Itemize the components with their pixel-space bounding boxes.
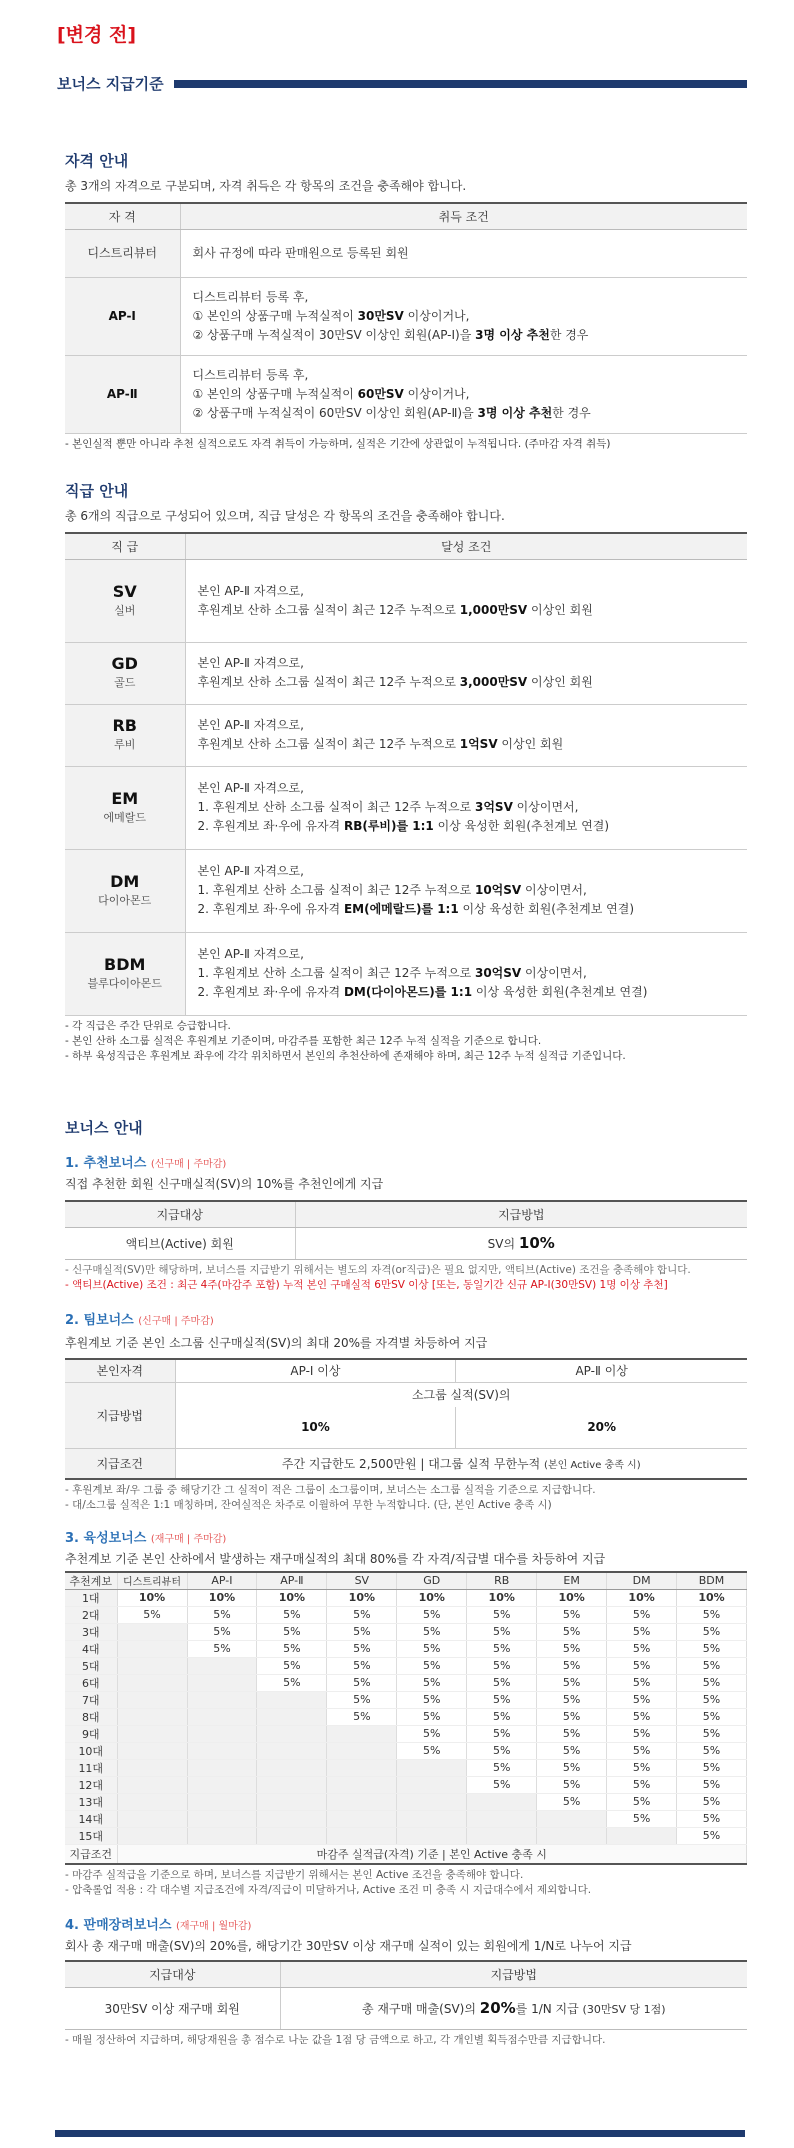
rate-cell: 5% [537, 1640, 607, 1657]
rate-cell: 5% [537, 1606, 607, 1623]
col-header: 직 급 [65, 533, 185, 559]
sales-bonus-title: 4. 판매장려보너스 (재구매 | 월마감) [65, 1918, 252, 1933]
rate-cell: 5% [187, 1606, 257, 1623]
rate-cell [117, 1674, 187, 1691]
rate-cell: 5% [537, 1793, 607, 1810]
rate-cell: 5% [677, 1623, 747, 1640]
rate-cell [187, 1725, 257, 1742]
generation-label: 1대 [65, 1589, 117, 1606]
rate-cell [187, 1759, 257, 1776]
rate-cell [537, 1827, 607, 1844]
rate-cell [117, 1708, 187, 1725]
rate-cell [117, 1776, 187, 1793]
rate-cell: 10% [677, 1589, 747, 1606]
rate-cell: 5% [537, 1657, 607, 1674]
sales-note: - 매월 정산하여 지급하며, 해당재원을 총 점수로 나눈 값을 1점 당 금액으로 하고, 각 개인별 획득점수만큼 지급합니다. [65, 2033, 606, 2046]
rate-cell: 5% [607, 1810, 677, 1827]
main-title [57, 73, 747, 94]
sales-method: 총 재구매 매출(SV)의 20%를 1/N 지급 (30만SV 당 1점) [280, 1987, 747, 2029]
sales-bonus-intro: 회사 총 재구매 매출(SV)의 20%를, 해당기간 30만SV 이상 재구매 실적이 있는 회원에게 1/N로 나누어 지급 [65, 1939, 632, 1953]
rate-cell [327, 1793, 397, 1810]
rate-cell [187, 1827, 257, 1844]
rank-label: RB 루비 [65, 704, 185, 766]
rate-cell: 5% [607, 1776, 677, 1793]
recommend-bonus-title: 1. 추천보너스 (신구매 | 주마감) [65, 1156, 227, 1171]
rate-cell: 5% [677, 1640, 747, 1657]
table-row [65, 1691, 747, 1708]
rank-note: - 각 직급은 주간 단위로 승급합니다. [65, 1019, 231, 1032]
rate-cell: 5% [467, 1759, 537, 1776]
generation-label: 3대 [65, 1623, 117, 1640]
rate-cell: 10% [537, 1589, 607, 1606]
rate-cell: 5% [397, 1640, 467, 1657]
rate-cell [117, 1691, 187, 1708]
rank-col-header: 디스트리뷰터 [117, 1572, 187, 1590]
rate-cell: 5% [537, 1708, 607, 1725]
rate-cell: 5% [537, 1759, 607, 1776]
rate-cell [397, 1810, 467, 1827]
rank-label: DM 다이아몬드 [65, 849, 185, 932]
rate-cell: 5% [677, 1657, 747, 1674]
rate-cell [117, 1759, 187, 1776]
team-ap2-rate: 20% [456, 1407, 747, 1449]
rate-cell [257, 1776, 327, 1793]
rate-cell: 5% [677, 1691, 747, 1708]
rate-cell [327, 1725, 397, 1742]
team-ap1-rate: 10% [175, 1407, 456, 1449]
col-header: 지급대상 [65, 1201, 295, 1227]
rate-cell [397, 1776, 467, 1793]
generation-label: 4대 [65, 1640, 117, 1657]
col-header: 지급방법 [280, 1961, 747, 1987]
rate-cell: 5% [677, 1708, 747, 1725]
row-label: 지급조건 [65, 1449, 175, 1479]
rate-cell: 10% [607, 1589, 677, 1606]
rate-cell [327, 1776, 397, 1793]
rate-cell [187, 1691, 257, 1708]
recommend-method: SV의 10% [295, 1227, 747, 1259]
rate-cell: 5% [467, 1657, 537, 1674]
rate-cell [327, 1759, 397, 1776]
rate-cell: 5% [187, 1623, 257, 1640]
table-row [65, 1589, 747, 1606]
rate-cell: 5% [467, 1776, 537, 1793]
rank-col-header: EM [537, 1572, 607, 1590]
generation-label: 11대 [65, 1759, 117, 1776]
generation-label: 2대 [65, 1606, 117, 1623]
table-row [65, 1606, 747, 1623]
rate-cell: 5% [607, 1742, 677, 1759]
col-header: 지급방법 [295, 1201, 747, 1227]
rate-cell [257, 1793, 327, 1810]
col-header: 달성 조건 [185, 533, 747, 559]
rate-cell: 5% [327, 1623, 397, 1640]
rate-cell: 10% [467, 1589, 537, 1606]
rate-cell [397, 1759, 467, 1776]
rate-cell: 5% [607, 1759, 677, 1776]
qualification-title: 자격 안내 [65, 152, 129, 170]
nurture-condition: 마감주 실적급(자격) 기준 | 본인 Active 충족 시 [117, 1844, 747, 1864]
table-row [65, 1827, 747, 1844]
rate-cell: 5% [467, 1725, 537, 1742]
team-bonus-intro: 후원계보 기준 본인 소그룹 신구매실적(SV)의 최대 20%를 자격별 차등하여 지급 [65, 1335, 488, 1350]
row-label: 지급방법 [65, 1383, 175, 1449]
rate-cell [467, 1810, 537, 1827]
nurture-bonus-table [65, 1571, 747, 1866]
rate-cell: 5% [397, 1606, 467, 1623]
rate-cell: 5% [677, 1674, 747, 1691]
team-bonus-title: 2. 팀보너스 (신구매 | 주마감) [65, 1312, 214, 1328]
table-row [65, 1623, 747, 1640]
rate-cell: 5% [677, 1793, 747, 1810]
rate-cell [117, 1742, 187, 1759]
rate-cell [257, 1827, 327, 1844]
qual-desc: 디스트리뷰터 등록 후, ① 본인의 상품구매 누적실적이 30만SV 이상이거나, ② 상품구매 누적실적이 30만SV 이상인 회원(AP-Ⅰ)을 3명 이상 추천한 경우 [180, 277, 747, 355]
rate-cell [397, 1827, 467, 1844]
rank-col-header: AP-Ⅰ [187, 1572, 257, 1590]
rate-cell: 5% [397, 1725, 467, 1742]
rate-cell [327, 1810, 397, 1827]
rank-col-header: BDM [677, 1572, 747, 1590]
rank-desc: 본인 AP-Ⅱ 자격으로, 1. 후원계보 산하 소그룹 실적이 최근 12주 누적으로 3억SV 이상이면서, 2. 후원계보 좌·우에 유자격 RB(루비)를 1:1 이상 육성한 회원(추천계보 연결) [185, 766, 747, 849]
nurture-note: - 마감주 실적급을 기준으로 하며, 보너스를 지급받기 위해서는 본인 Active 조건을 충족해야 합니다. [65, 1869, 524, 1881]
rate-cell [397, 1793, 467, 1810]
rate-cell [467, 1827, 537, 1844]
rank-label: SV 실버 [65, 559, 185, 642]
rate-cell: 10% [257, 1589, 327, 1606]
rate-cell: 5% [467, 1674, 537, 1691]
rate-cell: 5% [677, 1742, 747, 1759]
rate-cell: 5% [677, 1810, 747, 1827]
rate-cell [187, 1674, 257, 1691]
active-condition-note: - 액티브(Active) 조건 : 최근 4주(마감주 포함) 누적 본인 구매실적 6만SV 이상 [또는, 동일기간 신규 AP-Ⅰ(30만SV) 1명 이상 추천] [65, 1278, 668, 1291]
rate-cell: 5% [677, 1606, 747, 1623]
team-condition: 주간 지급한도 2,500만원 | 대그룹 실적 무한누적 (본인 Active 충족 시) [175, 1449, 747, 1479]
generation-label: 14대 [65, 1810, 117, 1827]
rank-table [65, 532, 747, 1016]
rate-cell [187, 1657, 257, 1674]
rate-cell: 5% [677, 1725, 747, 1742]
rate-cell [257, 1708, 327, 1725]
bonus-title: 보너스 안내 [65, 1119, 143, 1137]
rate-cell: 5% [327, 1640, 397, 1657]
recommend-target: 액티브(Active) 회원 [65, 1227, 295, 1259]
rank-col-header: DM [607, 1572, 677, 1590]
rate-cell [187, 1793, 257, 1810]
col-header: 지급대상 [65, 1961, 280, 1987]
generation-label: 5대 [65, 1657, 117, 1674]
table-row [65, 1793, 747, 1810]
rank-title: 직급 안내 [65, 482, 129, 500]
table-row [65, 1759, 747, 1776]
rate-cell: 5% [257, 1606, 327, 1623]
rate-cell [117, 1623, 187, 1640]
rate-cell [257, 1691, 327, 1708]
sales-target: 30만SV 이상 재구매 회원 [65, 1987, 280, 2029]
rank-intro: 총 6개의 직급으로 구성되어 있으며, 직급 달성은 각 항목의 조건을 충족해야 합니다. [65, 509, 505, 523]
rate-cell [117, 1827, 187, 1844]
rate-cell: 5% [607, 1640, 677, 1657]
rate-cell [257, 1725, 327, 1742]
rate-cell: 5% [397, 1674, 467, 1691]
rate-cell: 5% [607, 1793, 677, 1810]
rate-cell: 5% [467, 1742, 537, 1759]
rate-cell: 5% [257, 1657, 327, 1674]
rate-cell: 10% [327, 1589, 397, 1606]
generation-label: 13대 [65, 1793, 117, 1810]
rate-cell: 5% [607, 1606, 677, 1623]
nurture-bonus-title: 3. 육성보너스 (재구매 | 주마감) [65, 1530, 227, 1546]
table-row [65, 1674, 747, 1691]
rank-col-header: AP-Ⅱ [257, 1572, 327, 1590]
rank-desc: 본인 AP-Ⅱ 자격으로, 후원계보 산하 소그룹 실적이 최근 12주 누적으로 1억SV 이상인 회원 [185, 704, 747, 766]
rate-cell: 5% [327, 1657, 397, 1674]
rate-cell [607, 1827, 677, 1844]
rate-cell: 5% [607, 1674, 677, 1691]
rate-cell: 5% [397, 1708, 467, 1725]
generation-label: 9대 [65, 1725, 117, 1742]
rate-cell [117, 1657, 187, 1674]
rate-cell [257, 1742, 327, 1759]
qualification-section [65, 150, 747, 452]
rate-cell [117, 1810, 187, 1827]
corner-header: 추천계보 [65, 1572, 117, 1590]
rank-col-header: SV [327, 1572, 397, 1590]
table-row [65, 1742, 747, 1759]
nurture-bonus-intro: 추천계보 기준 본인 산하에서 발생하는 재구매실적의 최대 80%를 각 자격/직급별 대수를 차등하여 지급 [65, 1551, 606, 1566]
rate-cell: 5% [607, 1623, 677, 1640]
rank-section [65, 480, 747, 1064]
rank-label: EM 에메랄드 [65, 766, 185, 849]
col-header: 자 격 [65, 203, 180, 229]
rate-cell: 5% [327, 1606, 397, 1623]
rate-cell: 5% [327, 1708, 397, 1725]
before-change-label: [변경 전] [57, 24, 137, 46]
team-note: - 후원계보 좌/우 그룹 중 해당기간 그 실적이 적은 그룹이 소그룹이며, 보너스는 소그룹 실적을 기준으로 지급합니다. [65, 1483, 596, 1496]
bonus-section [65, 1117, 747, 2048]
qualification-table [65, 202, 747, 434]
rank-label: BDM 블루다이아몬드 [65, 932, 185, 1015]
rate-cell: 5% [537, 1674, 607, 1691]
rate-cell: 5% [607, 1708, 677, 1725]
rate-cell [257, 1810, 327, 1827]
qual-name: AP-Ⅰ [65, 277, 180, 355]
sales-bonus-table [65, 1960, 747, 2030]
rate-cell: 5% [537, 1776, 607, 1793]
generation-label: 10대 [65, 1742, 117, 1759]
rate-cell: 5% [537, 1691, 607, 1708]
rate-cell: 10% [397, 1589, 467, 1606]
rate-cell: 5% [117, 1606, 187, 1623]
rate-cell: 5% [397, 1623, 467, 1640]
generation-label: 8대 [65, 1708, 117, 1725]
bottom-divider [55, 2130, 745, 2137]
rate-cell [117, 1640, 187, 1657]
rank-note: - 하부 육성직급은 후원계보 좌우에 각각 위치하면서 본인의 추천산하에 존재해야 하며, 최근 12주 누적 실적급 기준입니다. [65, 1049, 626, 1062]
rate-cell: 5% [677, 1776, 747, 1793]
rate-cell [187, 1810, 257, 1827]
rank-col-header: GD [397, 1572, 467, 1590]
title-divider [174, 80, 747, 88]
rate-cell: 5% [397, 1657, 467, 1674]
rate-cell [187, 1742, 257, 1759]
table-row [65, 1725, 747, 1742]
rate-cell: 5% [677, 1759, 747, 1776]
rate-cell [187, 1708, 257, 1725]
table-row [65, 1810, 747, 1827]
col-header: 취득 조건 [180, 203, 747, 229]
rank-desc: 본인 AP-Ⅱ 자격으로, 1. 후원계보 산하 소그룹 실적이 최근 12주 누적으로 30억SV 이상이면서, 2. 후원계보 좌·우에 유자격 DM(다이아몬드)를 1:1 이상 육성한 회원(추천계보 연결) [185, 932, 747, 1015]
rank-note: - 본인 산하 소그룹 실적은 후원계보 기준이며, 마감주를 포함한 최근 12주 누적 실적을 기준으로 합니다. [65, 1034, 542, 1047]
rate-cell [327, 1742, 397, 1759]
rate-cell: 5% [677, 1827, 747, 1844]
page-title: 보너스 지급기준 [57, 75, 164, 93]
rate-cell [327, 1827, 397, 1844]
rate-cell: 5% [397, 1742, 467, 1759]
qualification-note: - 본인실적 뿐만 아니라 추천 실적으로도 자격 취득이 가능하며, 실적은 기간에 상관없이 누적됩니다. (주마감 자격 취득) [65, 437, 611, 450]
qual-name: 디스트리뷰터 [65, 229, 180, 277]
team-note: - 대/소그룹 실적은 1:1 매칭하며, 잔여실적은 차주로 이월하여 무한 누적합니다. (단, 본인 Active 충족 시) [65, 1498, 552, 1511]
ap2-header: AP-Ⅱ 이상 [456, 1359, 747, 1383]
rate-cell: 5% [607, 1657, 677, 1674]
rate-cell: 5% [257, 1640, 327, 1657]
qual-name: AP-Ⅱ [65, 355, 180, 433]
rate-cell: 5% [397, 1691, 467, 1708]
rank-desc: 본인 AP-Ⅱ 자격으로, 후원계보 산하 소그룹 실적이 최근 12주 누적으로 1,000만SV 이상인 회원 [185, 559, 747, 642]
generation-label: 6대 [65, 1674, 117, 1691]
generation-label: 15대 [65, 1827, 117, 1844]
team-bonus-table [65, 1358, 747, 1480]
rate-cell: 5% [187, 1640, 257, 1657]
rate-cell [257, 1759, 327, 1776]
rate-cell: 5% [257, 1623, 327, 1640]
rate-cell: 5% [467, 1640, 537, 1657]
rate-cell: 10% [187, 1589, 257, 1606]
recommend-note: - 신구매실적(SV)만 해당하며, 보너스를 지급받기 위해서는 별도의 자격(or직급)은 필요 없지만, 액티브(Active) 조건을 충족해야 합니다. [65, 1263, 691, 1276]
rate-cell [187, 1776, 257, 1793]
row-label: 지급조건 [65, 1844, 117, 1864]
rate-cell [537, 1810, 607, 1827]
table-row [65, 1640, 747, 1657]
team-basis: 소그룹 실적(SV)의 [175, 1383, 747, 1407]
rate-cell: 5% [537, 1742, 607, 1759]
rate-cell [117, 1793, 187, 1810]
table-row [65, 1776, 747, 1793]
generation-label: 7대 [65, 1691, 117, 1708]
qual-desc: 디스트리뷰터 등록 후, ① 본인의 상품구매 누적실적이 60만SV 이상이거나, ② 상품구매 누적실적이 60만SV 이상인 회원(AP-Ⅱ)을 3명 이상 추천한 경우 [180, 355, 747, 433]
rate-cell: 5% [467, 1606, 537, 1623]
rate-cell: 5% [607, 1725, 677, 1742]
rank-col-header: RB [467, 1572, 537, 1590]
row-label: 본인자격 [65, 1359, 175, 1383]
rate-cell: 5% [537, 1623, 607, 1640]
rate-cell [467, 1793, 537, 1810]
qual-desc: 회사 규정에 따라 판매원으로 등록된 회원 [180, 229, 747, 277]
rate-cell: 5% [327, 1674, 397, 1691]
nurture-note: - 압축롤업 적용 : 각 대수별 지급조건에 자격/직급이 미달하거나, Active 조건 미 충족 시 지급대수에서 제외합니다. [65, 1884, 592, 1896]
recommend-bonus-intro: 직접 추천한 회원 신구매실적(SV)의 10%를 추천인에게 지급 [65, 1177, 384, 1191]
rate-cell: 5% [467, 1623, 537, 1640]
rate-cell: 5% [607, 1691, 677, 1708]
rate-cell: 5% [467, 1691, 537, 1708]
rate-cell: 5% [257, 1674, 327, 1691]
rate-cell: 5% [537, 1725, 607, 1742]
table-row [65, 1708, 747, 1725]
table-row [65, 1657, 747, 1674]
rate-cell: 5% [467, 1708, 537, 1725]
qualification-intro: 총 3개의 자격으로 구분되며, 자격 취득은 각 항목의 조건을 충족해야 합니다. [65, 179, 467, 193]
rank-desc: 본인 AP-Ⅱ 자격으로, 후원계보 산하 소그룹 실적이 최근 12주 누적으로 3,000만SV 이상인 회원 [185, 642, 747, 704]
rank-desc: 본인 AP-Ⅱ 자격으로, 1. 후원계보 산하 소그룹 실적이 최근 12주 누적으로 10억SV 이상이면서, 2. 후원계보 좌·우에 유자격 EM(에메랄드)를 1:1 이상 육성한 회원(추천계보 연결) [185, 849, 747, 932]
ap1-header: AP-Ⅰ 이상 [175, 1359, 456, 1383]
rate-cell: 10% [117, 1589, 187, 1606]
generation-label: 12대 [65, 1776, 117, 1793]
rate-cell [117, 1725, 187, 1742]
rate-cell: 5% [327, 1691, 397, 1708]
rank-label: GD 골드 [65, 642, 185, 704]
recommend-bonus-table [65, 1200, 747, 1260]
